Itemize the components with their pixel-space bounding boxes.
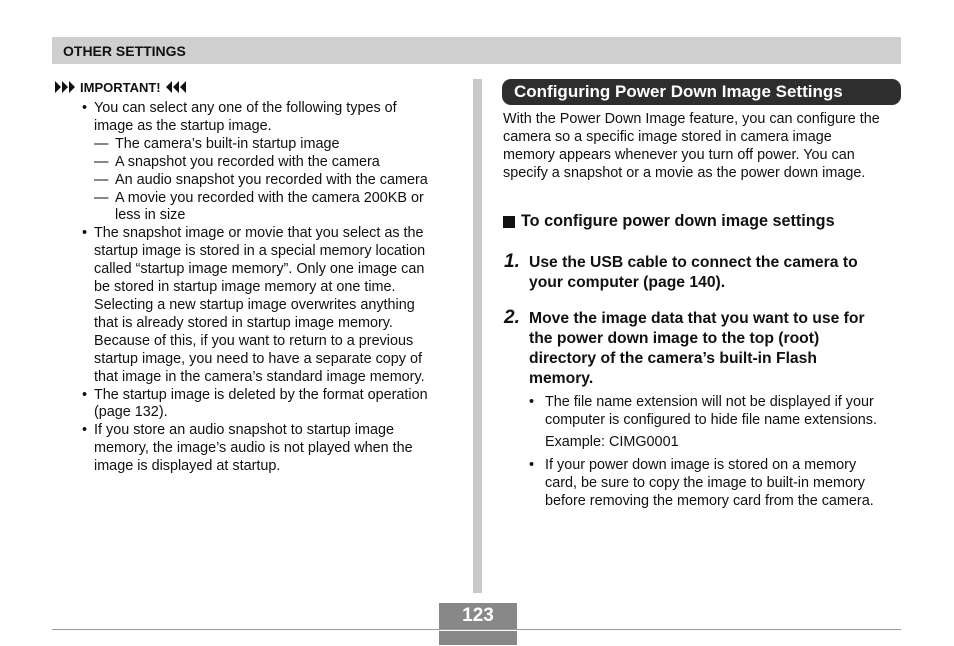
step-number-1: 1. [504,251,520,272]
text-line: memory appears whenever you turn off power. You can [503,146,855,163]
text-line: card, be sure to copy the image to built-in memory [545,474,865,491]
text-line: If you store an audio snapshot to startup image [94,422,394,439]
dash-item: — An audio snapshot you recorded with the camera [94,172,452,190]
text-line: You can select any one of the following types of [94,100,397,116]
dash-item: — A movie you recorded with the camera 200KB or less in size [94,190,452,226]
text-line: that is already stored in startup image memory. [94,314,393,331]
procedure-heading-text: To configure power down image settings [521,212,835,230]
note-audio-snapshot [82,422,452,476]
example-filename: Example: CIMG0001 [545,434,679,450]
bullet: • [529,394,535,410]
text-line: If your power down image is stored on a memory [545,457,857,473]
square-bullet-icon [503,216,515,228]
text-line: memory. [529,370,594,387]
text-line: be stored in startup image memory at one time. [94,279,396,296]
text-line: The file name extension will not be displayed if your [545,394,874,410]
text-line: less in size [115,207,186,224]
dash-item: — A snapshot you recorded with the camera [94,154,452,172]
column-divider [473,79,482,593]
note-format-deletes [82,387,452,423]
section-title-bar [502,79,901,105]
bullet: • [82,225,88,242]
text-line: Because of this, if you want to return to a previous [94,332,414,349]
section-title: Configuring Power Down Image Settings [514,82,843,101]
important-left-icon [54,81,76,93]
intro-paragraph [503,111,903,183]
bullet: • [82,386,88,403]
important-right-icon [165,81,187,93]
note-startup-types [82,100,452,225]
text-line: A movie you recorded with the camera 200KB or [115,189,424,206]
text-line: image is displayed at startup. [94,458,281,475]
step-2-text [529,309,901,389]
dash-item: — The camera’s built-in startup image [94,136,452,154]
text-line: (page 132). [94,404,168,421]
step-number-2: 2. [504,307,520,328]
note-memory-card [529,457,917,511]
text-line: With the Power Down Image feature, you can configure the [503,111,880,127]
procedure-heading [503,212,835,231]
text-line: The camera’s built-in startup image [115,135,340,152]
bullet: • [82,100,88,116]
text-line: computer is configured to hide file name extensions. [545,411,877,428]
text-line: your computer (page 140). [529,274,726,291]
text-line: specify a snapshot or a movie as the power down image. [503,164,866,181]
text-line: directory of the camera’s built-in Flash [529,350,817,367]
page-number: 123 [462,605,494,626]
note-file-extension [529,394,917,430]
note-startup-memory [82,225,452,386]
text-line: Use the USB cable to connect the camera to [529,254,858,271]
text-line: The snapshot image or movie that you select as the [94,225,424,242]
important-heading [54,78,187,96]
text-line: An audio snapshot you recorded with the camera [115,171,428,188]
text-line: Selecting a new startup image overwrites anything [94,296,415,313]
text-line: the power down image to the top (root) [529,330,820,347]
bullet: • [82,422,88,439]
text-line: called “startup image memory”. Only one image can [94,261,425,278]
step-1-text [529,253,901,293]
text-line: startup image, you need to have a separate copy of [94,350,422,367]
text-line: startup image is stored in a special memory location [94,243,426,260]
text-line: image as the startup image. [94,117,272,134]
important-label: IMPORTANT! [80,79,161,95]
header-bar [52,37,901,64]
text-line: memory, the image’s audio is not played when the [94,440,413,457]
text-line: The startup image is deleted by the format operation [94,386,428,403]
text-line: before removing the memory card from the camera. [545,492,874,509]
text-line: that image in the camera’s standard image memory. [94,368,425,385]
important-notes [82,100,452,476]
text-line: camera so a specific image stored in camera image [503,128,832,145]
bullet: • [529,457,535,473]
text-line: A snapshot you recorded with the camera [115,153,380,170]
page-number-badge [439,603,517,645]
text-line: Move the image data that you want to use for [529,310,865,327]
header-title: OTHER SETTINGS [63,43,186,59]
